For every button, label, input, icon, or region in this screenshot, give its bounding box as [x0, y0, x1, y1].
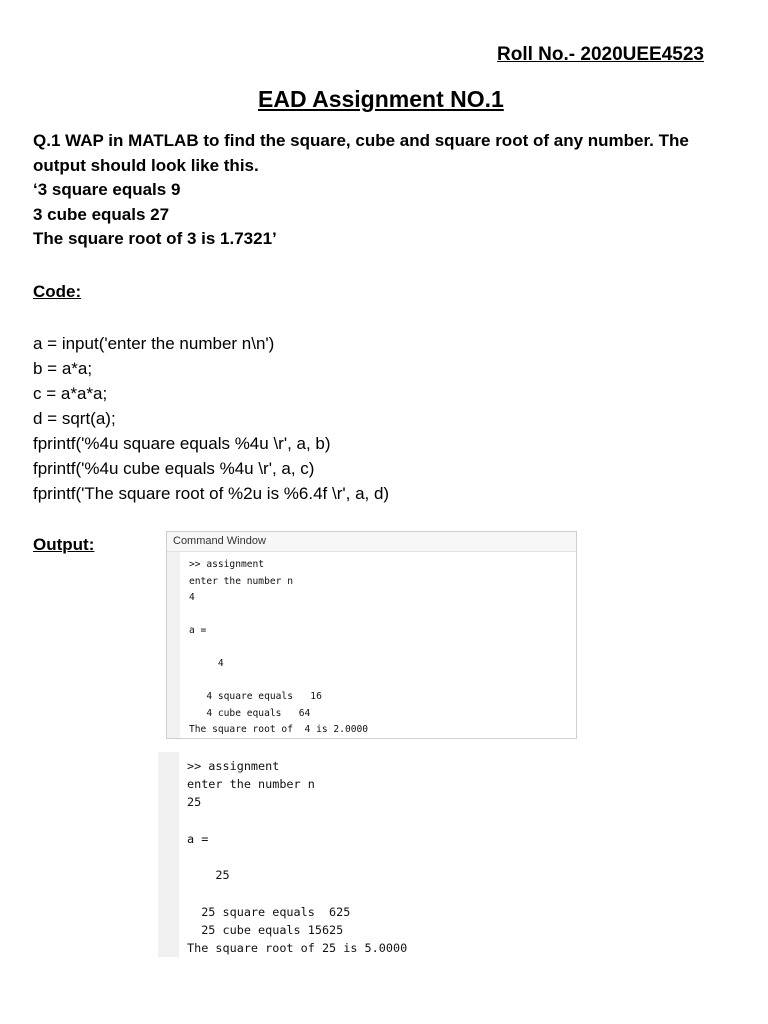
terminal-line [189, 640, 368, 657]
terminal-line [187, 884, 407, 902]
terminal-line: enter the number n [189, 575, 293, 587]
question-line: Q.1 WAP in MATLAB to find the square, cube and square root of any number. The [33, 131, 689, 150]
terminal-line: 4 [189, 592, 195, 603]
roll-number: Roll No.- 2020UEE4523 [497, 44, 704, 65]
terminal-line: 25 [187, 795, 202, 810]
terminal-line: 25 cube equals 15625 [187, 922, 344, 937]
output-heading: Output: [33, 535, 95, 554]
question-block [33, 129, 733, 252]
terminal-line: 4 cube equals 64 [189, 707, 311, 719]
code-line: fprintf('The square root of %2u is %6.4f \r', a, d) [33, 484, 390, 503]
command-window-gutter [167, 552, 180, 738]
terminal-line: 25 square equals 625 [187, 904, 351, 919]
terminal-line [187, 848, 407, 866]
second-run-screenshot [158, 752, 488, 957]
question-line: output should look like this. [33, 155, 259, 175]
terminal-line: 4 square equals 16 [189, 691, 322, 702]
terminal-line: The square root of 4 is 2.0000 [189, 724, 369, 735]
question-line: 3 cube equals 27 [33, 204, 170, 224]
code-block [33, 331, 389, 506]
terminal-line: enter the number n [187, 777, 315, 792]
terminal-line: >> assignment [187, 759, 280, 773]
terminal-line: >> assignment [189, 559, 265, 570]
terminal-line: a = [187, 831, 209, 846]
page-title: EAD Assignment NO.1 [258, 86, 504, 112]
second-run-gutter [158, 752, 179, 957]
terminal-line [189, 673, 368, 690]
code-line: fprintf('%4u cube equals %4u \r', a, c) [33, 459, 315, 478]
code-line: fprintf('%4u square equals %4u \r', a, b) [33, 434, 331, 453]
question-line: ‘3 square equals 9 [33, 180, 181, 199]
terminal-line: 25 [187, 868, 230, 883]
code-line: d = sqrt(a); [33, 409, 116, 428]
terminal-line [187, 812, 407, 830]
command-window-title: Command Window [167, 531, 576, 552]
code-heading: Code: [33, 282, 82, 301]
code-line: b = a*a; [33, 359, 93, 378]
command-window-screenshot [166, 531, 577, 739]
second-run-output [187, 757, 407, 957]
code-line: a = input('enter the number n\n') [33, 334, 275, 353]
terminal-line [189, 607, 368, 624]
code-line: c = a*a*a; [33, 384, 108, 403]
terminal-line: a = [189, 625, 207, 636]
terminal-line: The square root of 25 is 5.0000 [187, 940, 408, 955]
question-line: The square root of 3 is 1.7321’ [33, 229, 277, 248]
command-window-output [189, 557, 368, 739]
terminal-line: 4 [189, 658, 224, 669]
